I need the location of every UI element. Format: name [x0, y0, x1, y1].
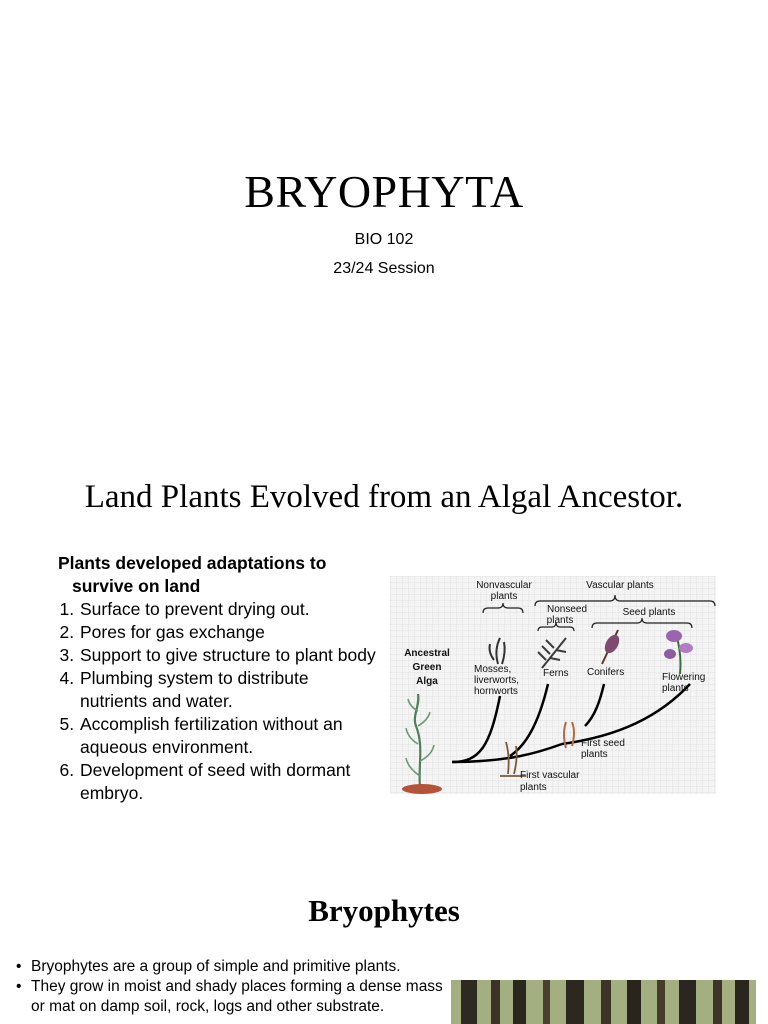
soil-icon — [402, 784, 442, 794]
plant-evolution-diagram — [390, 576, 716, 794]
list-item: 1. Surface to prevent drying out. — [79, 598, 378, 621]
bryophytes-bullets — [14, 957, 444, 1017]
adaptations-list-block — [58, 552, 378, 805]
label-first-vascular-1: First vascular — [520, 770, 580, 781]
label-nonvascular-2: plants — [490, 591, 518, 602]
label-mosses-1: Mosses, — [474, 664, 512, 675]
list-item: 4. Plumbing system to distribute nutrients and water. — [79, 667, 378, 713]
label-nonvascular-1: Nonvascular — [476, 580, 532, 591]
list-item: 3. Support to give structure to plant body — [79, 644, 378, 667]
label-nonseed-2: plants — [546, 615, 574, 626]
list-item: • Bryophytes are a group of simple and primitive plants. — [14, 957, 444, 977]
label-ferns: Ferns — [543, 668, 569, 679]
label-first-seed-1: First seed — [581, 738, 625, 749]
label-flowering-1: Flowering — [662, 672, 706, 683]
label-mosses-2: liverworts, — [474, 675, 520, 686]
adaptations-heading-line2: survive on land — [72, 576, 201, 596]
label-ancestral-1: Ancestral — [404, 648, 450, 659]
session-label: 23/24 Session — [333, 260, 435, 277]
adaptations-heading — [58, 552, 378, 598]
list-item: 6. Development of seed with dormant embryo. — [79, 759, 378, 805]
label-mosses-3: hornworts — [474, 686, 518, 697]
label-nonseed-1: Nonseed — [546, 604, 588, 615]
evolution-tree-svg — [390, 576, 716, 794]
label-ancestral-2: Green — [412, 662, 442, 673]
label-vascular: Vascular plants — [586, 580, 654, 591]
slide3-title: Bryophytes — [308, 893, 460, 928]
forest-photo-svg — [451, 980, 756, 1024]
slide2-title: Land Plants Evolved from an Algal Ancestor. — [84, 479, 684, 515]
label-first-seed-2: plants — [581, 749, 608, 760]
label-ancestral-3: Alga — [416, 676, 438, 687]
adaptations-heading-line1: Plants developed adaptations to — [58, 553, 327, 573]
list-item: 2. Pores for gas exchange — [79, 621, 378, 644]
list-item: • They grow in moist and shady places forming a dense mass or mat on damp soil, rock, logs and other substrate. — [14, 977, 444, 1017]
course-code: BIO 102 — [354, 231, 414, 248]
slide1-title: BRYOPHYTA — [244, 166, 524, 217]
forest-photo — [451, 980, 756, 1024]
adaptations-list — [58, 598, 378, 805]
label-conifers: Conifers — [587, 667, 625, 678]
label-first-vascular-2: plants — [520, 782, 547, 793]
label-flowering-2: plants — [662, 683, 689, 694]
label-seed-plants: Seed plants — [622, 607, 676, 618]
list-item: 5. Accomplish fertilization without an aqueous environment. — [79, 713, 378, 759]
